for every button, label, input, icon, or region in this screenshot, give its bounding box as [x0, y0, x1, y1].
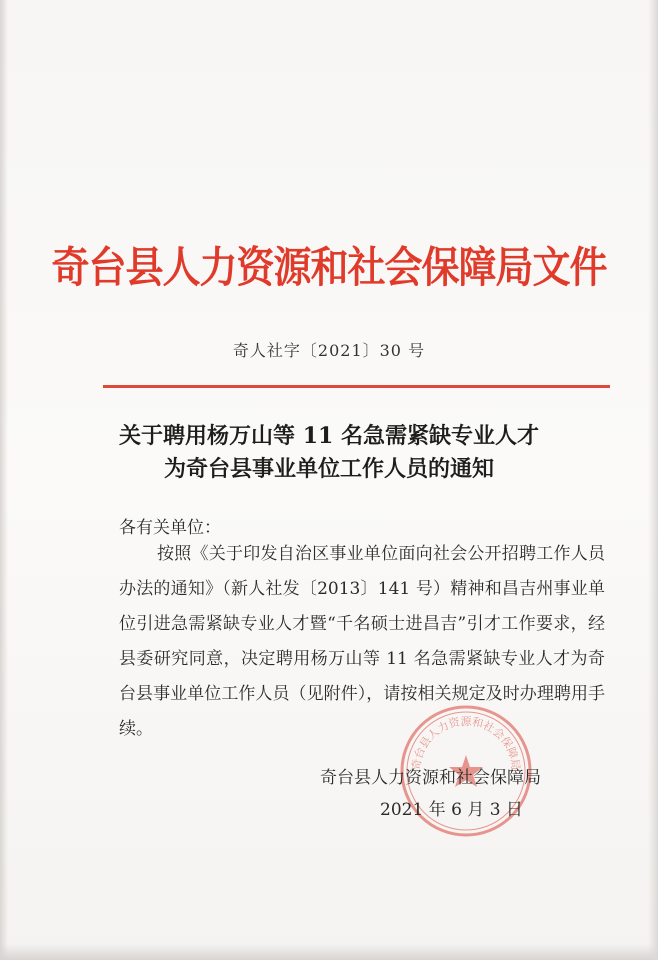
document-masthead: 奇台县人力资源和社会保障局文件 [51, 241, 607, 293]
body-paragraph: 按照《关于印发自治区事业单位面向社会公开招聘工作人员办法的通知》（新人社发〔2013〕141 号）精神和昌吉州事业单位引进急需紧缺专业人才暨“千名硕士进昌吉”引才工作要求，经县委研究同意，决定聘用杨万山等 11 名急需紧缺专业人才为奇台县事业单位工作人员（见附件），请按相关规定及时办理聘用手续。 [119, 544, 605, 739]
title-line-1: 关于聘用杨万山等 11 名急需紧缺专业人才 [119, 423, 539, 449]
document-number: 奇人社字〔2021〕30 号 [232, 341, 426, 360]
svg-text:奇台县人力资源和社会保障局: 奇台县人力资源和社会保障局 [409, 715, 523, 771]
salutation: 各有关单位： [119, 518, 221, 538]
signature-date: 2021 年 6 月 3 日 [380, 800, 523, 820]
document-title [0, 420, 658, 486]
signature-organization: 奇台县人力资源和社会保障局 [320, 768, 541, 788]
page-bottom-shadow [0, 944, 658, 960]
red-divider-line [103, 385, 610, 388]
title-line-2: 为奇台县事业单位工作人员的通知 [163, 456, 494, 482]
